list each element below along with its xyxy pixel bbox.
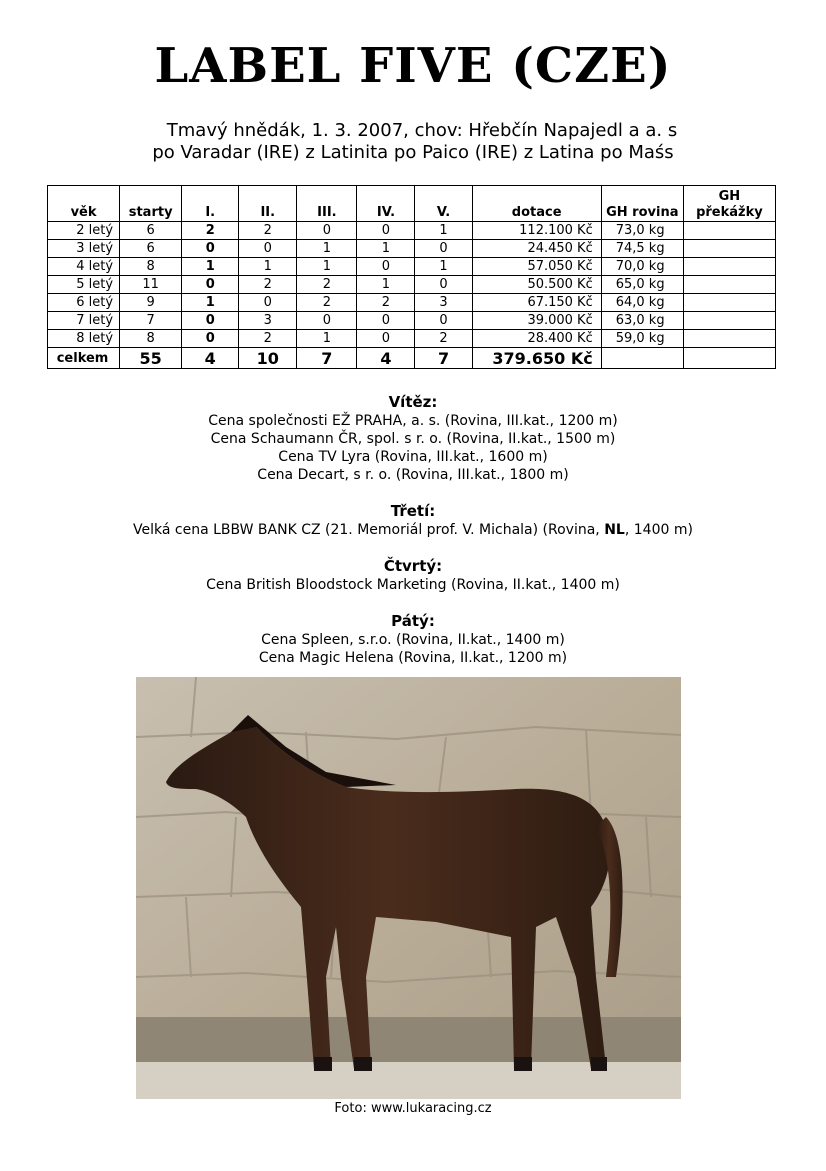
table-cell-third: 0 bbox=[297, 312, 357, 330]
table-cell-second: 2 bbox=[239, 276, 297, 294]
table-cell-fifth: 3 bbox=[415, 294, 472, 312]
table-cell-fourth: 4 bbox=[357, 348, 415, 369]
race-stats-table bbox=[47, 185, 776, 369]
section-heading: Pátý: bbox=[391, 612, 435, 630]
table-cell-second: 0 bbox=[239, 240, 297, 258]
table-cell-gh-jump bbox=[683, 258, 775, 276]
table-cell-fifth: 0 bbox=[415, 240, 472, 258]
table-cell-gh-flat bbox=[601, 348, 683, 369]
table-cell-third: 0 bbox=[297, 222, 357, 240]
table-cell-age: 7 letý bbox=[48, 312, 120, 330]
column-header: V. bbox=[415, 186, 472, 222]
table-cell-first: 1 bbox=[182, 294, 239, 312]
table-cell-fifth: 1 bbox=[415, 258, 472, 276]
table-cell-fourth: 1 bbox=[357, 276, 415, 294]
table-cell-fourth: 1 bbox=[357, 240, 415, 258]
table-cell-age: celkem bbox=[48, 348, 120, 369]
table-cell-age: 5 letý bbox=[48, 276, 120, 294]
table-cell-second: 0 bbox=[239, 294, 297, 312]
race-entry: Cena Magic Helena (Rovina, II.kat., 1200 m) bbox=[258, 650, 568, 666]
table-cell-gh-flat: 70,0 kg bbox=[601, 258, 683, 276]
table-row bbox=[48, 276, 776, 294]
race-entry: Cena společnosti EŽ PRAHA, a. s. (Rovina, III.kat., 1200 m) bbox=[208, 413, 618, 429]
column-header: starty bbox=[120, 186, 182, 222]
table-cell-prize: 39.000 Kč bbox=[472, 312, 601, 330]
horse-photo bbox=[136, 677, 681, 1099]
table-cell-prize: 67.150 Kč bbox=[472, 294, 601, 312]
total-row bbox=[48, 348, 776, 369]
table-cell-age: 4 letý bbox=[48, 258, 120, 276]
horse-details-line: Tmavý hnědák, 1. 3. 2007, chov: Hřebčín Napajedl a a. s bbox=[166, 120, 678, 141]
race-entry: Cena British Bloodstock Marketing (Rovina, II.kat., 1400 m) bbox=[206, 577, 620, 593]
table-cell-gh-jump bbox=[683, 330, 775, 348]
horse-name-title: LABEL FIVE (CZE) bbox=[154, 38, 672, 94]
table-cell-starts: 55 bbox=[120, 348, 182, 369]
fifth-place-section bbox=[0, 612, 826, 667]
race-entry: Cena TV Lyra (Rovina, III.kat., 1600 m) bbox=[278, 449, 548, 465]
table-header-row bbox=[48, 186, 776, 222]
table-cell-gh-flat: 63,0 kg bbox=[601, 312, 683, 330]
table-cell-fifth: 2 bbox=[415, 330, 472, 348]
table-cell-fifth: 1 bbox=[415, 222, 472, 240]
table-cell-fourth: 2 bbox=[357, 294, 415, 312]
table-cell-second: 1 bbox=[239, 258, 297, 276]
table-cell-second: 10 bbox=[239, 348, 297, 369]
table-cell-second: 3 bbox=[239, 312, 297, 330]
table-cell-fourth: 0 bbox=[357, 258, 415, 276]
table-row bbox=[48, 240, 776, 258]
column-header: dotace bbox=[472, 186, 601, 222]
table-cell-gh-flat: 73,0 kg bbox=[601, 222, 683, 240]
table-cell-starts: 7 bbox=[120, 312, 182, 330]
table-cell-age: 2 letý bbox=[48, 222, 120, 240]
table-cell-age: 3 letý bbox=[48, 240, 120, 258]
table-row bbox=[48, 330, 776, 348]
table-cell-gh-flat: 74,5 kg bbox=[601, 240, 683, 258]
table-cell-prize: 50.500 Kč bbox=[472, 276, 601, 294]
table-cell-third: 2 bbox=[297, 276, 357, 294]
table-cell-starts: 8 bbox=[120, 258, 182, 276]
winner-section bbox=[0, 393, 826, 484]
section-heading: Čtvrtý: bbox=[383, 557, 443, 575]
table-row bbox=[48, 294, 776, 312]
table-cell-prize: 28.400 Kč bbox=[472, 330, 601, 348]
photo-caption: Foto: www.lukaracing.cz bbox=[334, 1101, 492, 1116]
table-cell-first: 0 bbox=[182, 240, 239, 258]
column-header: II. bbox=[239, 186, 297, 222]
table-cell-starts: 9 bbox=[120, 294, 182, 312]
table-cell-third: 1 bbox=[297, 240, 357, 258]
table-cell-prize: 24.450 Kč bbox=[472, 240, 601, 258]
table-cell-third: 1 bbox=[297, 330, 357, 348]
table-cell-fifth: 7 bbox=[415, 348, 472, 369]
table-cell-starts: 11 bbox=[120, 276, 182, 294]
table-cell-gh-flat: 65,0 kg bbox=[601, 276, 683, 294]
column-header: IV. bbox=[357, 186, 415, 222]
table-cell-age: 8 letý bbox=[48, 330, 120, 348]
column-header: GH rovina bbox=[601, 186, 683, 222]
table-cell-second: 2 bbox=[239, 222, 297, 240]
table-cell-age: 6 letý bbox=[48, 294, 120, 312]
section-heading: Vítěz: bbox=[388, 393, 438, 411]
table-cell-fourth: 0 bbox=[357, 312, 415, 330]
table-cell-first: 0 bbox=[182, 330, 239, 348]
table-cell-starts: 8 bbox=[120, 330, 182, 348]
table-cell-first: 1 bbox=[182, 258, 239, 276]
table-cell-gh-jump bbox=[683, 276, 775, 294]
table-cell-gh-jump bbox=[683, 222, 775, 240]
table-cell-gh-flat: 64,0 kg bbox=[601, 294, 683, 312]
table-cell-gh-jump bbox=[683, 312, 775, 330]
race-entry: Cena Spleen, s.r.o. (Rovina, II.kat., 1400 m) bbox=[261, 632, 565, 648]
table-row bbox=[48, 312, 776, 330]
table-cell-fourth: 0 bbox=[357, 222, 415, 240]
table-cell-gh-jump bbox=[683, 348, 775, 369]
table-cell-first: 0 bbox=[182, 312, 239, 330]
table-cell-first: 4 bbox=[182, 348, 239, 369]
table-cell-fifth: 0 bbox=[415, 312, 472, 330]
table-cell-first: 2 bbox=[182, 222, 239, 240]
table-row bbox=[48, 222, 776, 240]
table-cell-prize: 57.050 Kč bbox=[472, 258, 601, 276]
table-cell-fourth: 0 bbox=[357, 330, 415, 348]
race-entry: Cena Schaumann ČR, spol. s r. o. (Rovina, II.kat., 1500 m) bbox=[210, 431, 616, 447]
fourth-place-section bbox=[0, 557, 826, 594]
table-cell-starts: 6 bbox=[120, 240, 182, 258]
race-entry: Cena Decart, s r. o. (Rovina, III.kat., 1800 m) bbox=[257, 467, 569, 483]
table-cell-gh-jump bbox=[683, 294, 775, 312]
pedigree-line: po Varadar (IRE) z Latinita po Paico (IRE) z Latina po Maśs bbox=[152, 142, 674, 163]
column-header: GH překážky bbox=[683, 186, 775, 222]
column-header: I. bbox=[182, 186, 239, 222]
table-row bbox=[48, 258, 776, 276]
table-cell-gh-jump bbox=[683, 240, 775, 258]
table-cell-starts: 6 bbox=[120, 222, 182, 240]
table-cell-fifth: 0 bbox=[415, 276, 472, 294]
third-place-section bbox=[0, 502, 826, 539]
table-cell-third: 7 bbox=[297, 348, 357, 369]
column-header: věk bbox=[48, 186, 120, 222]
section-heading: Třetí: bbox=[390, 502, 436, 520]
table-cell-third: 1 bbox=[297, 258, 357, 276]
table-cell-second: 2 bbox=[239, 330, 297, 348]
table-cell-third: 2 bbox=[297, 294, 357, 312]
race-entry: Velká cena LBBW BANK CZ (21. Memoriál prof. V. Michala) (Rovina, NL, 1400 m) bbox=[133, 522, 693, 538]
table-cell-gh-flat: 59,0 kg bbox=[601, 330, 683, 348]
table-cell-first: 0 bbox=[182, 276, 239, 294]
column-header: III. bbox=[297, 186, 357, 222]
table-cell-prize: 112.100 Kč bbox=[472, 222, 601, 240]
table-cell-prize: 379.650 Kč bbox=[472, 348, 601, 369]
